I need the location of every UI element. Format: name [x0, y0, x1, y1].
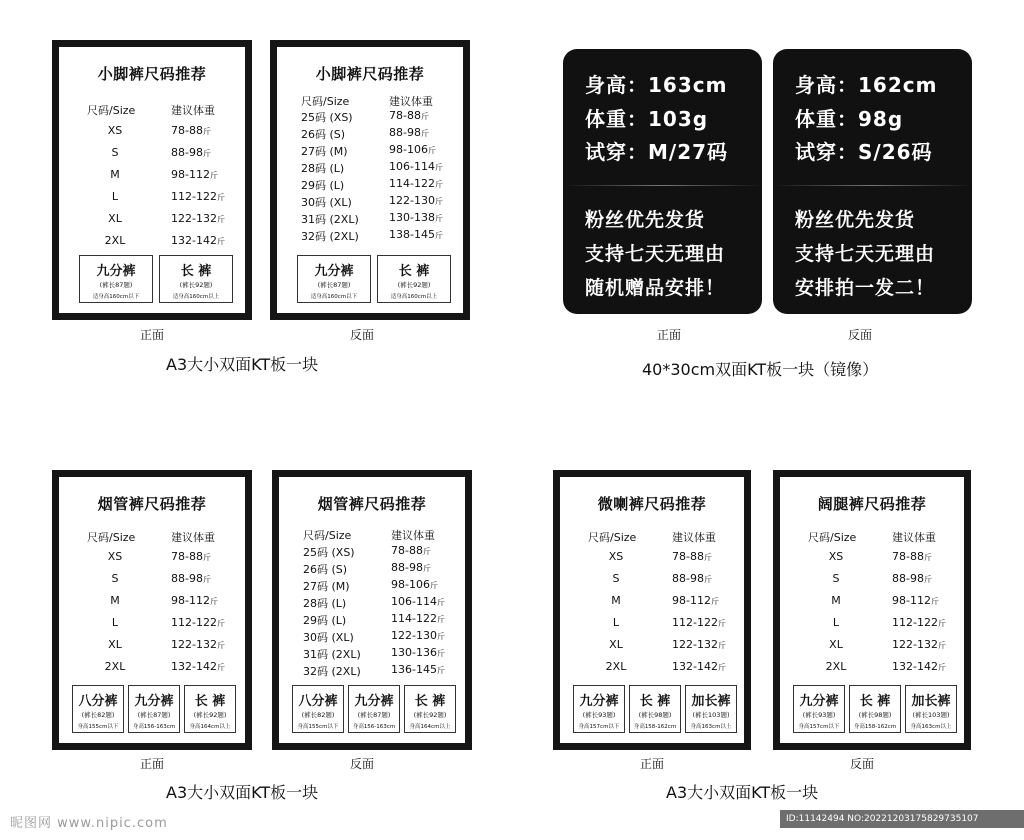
weight-cell: 98-112斤	[892, 594, 939, 607]
size-board-yanguan-front	[52, 470, 252, 750]
promo-line: 粉丝优先发货	[795, 209, 916, 231]
weight-cell: 138-145斤	[389, 228, 443, 241]
weight-cell: 122-130斤	[391, 629, 445, 642]
promo-line: 安排拍一发二！	[795, 277, 936, 299]
board-title: 烟管裤尺码推荐	[97, 495, 207, 513]
size-cell: M	[110, 168, 120, 181]
weight-line: 体重：103g	[585, 107, 709, 131]
length-box: 长 裤 (裤长92题) 适身高160cm以上	[159, 255, 233, 303]
board-title: 阔腿裤尺码推荐	[817, 495, 927, 513]
weight-cell: 112-122斤	[171, 190, 225, 203]
caption-front: 正面	[139, 757, 164, 771]
size-cell: 2XL	[605, 660, 627, 673]
length-box: 九分裤 (裤长93题) 身高157cm以下	[573, 685, 625, 733]
size-board-xiaojiao-front	[52, 40, 252, 320]
weight-cell: 122-132斤	[171, 638, 225, 651]
weight-cell: 88-98斤	[391, 561, 431, 574]
size-cell: 27码 (M)	[303, 580, 350, 593]
weight-header: 建议体重	[672, 531, 716, 544]
length-box: 九分裤 (裤长87题) 适身高160cm以下	[297, 255, 371, 303]
weight-cell: 78-88斤	[892, 550, 932, 563]
watermark: 昵图网 www.nipic.com	[10, 816, 168, 831]
weight-cell: 98-106斤	[389, 143, 436, 156]
length-box: 八分裤 (裤长82题) 身高155cm以下	[72, 685, 124, 733]
promo-line: 粉丝优先发货	[585, 209, 706, 231]
size-cell: 31码 (2XL)	[303, 648, 361, 661]
size-cell: XS	[608, 550, 624, 563]
size-cell: 2XL	[104, 234, 126, 247]
size-cell: 28码 (L)	[303, 597, 347, 610]
size-cell: S	[612, 572, 620, 585]
caption-front: 正面	[639, 757, 664, 771]
board-title: 小脚裤尺码推荐	[97, 65, 207, 83]
promo-line: 支持七天无理由	[795, 243, 936, 265]
dark-board-right	[773, 49, 972, 314]
length-box: 九分裤 (裤长93题) 身高157cm以下	[793, 685, 845, 733]
weight-cell: 114-122斤	[389, 177, 443, 190]
size-cell: 2XL	[825, 660, 847, 673]
length-box: 九分裤 (裤长87题) 身高156-163cm	[128, 685, 180, 733]
caption-front: 正面	[139, 328, 164, 342]
weight-cell: 132-142斤	[171, 660, 225, 673]
tryon-line: 试穿：S/26码	[795, 140, 933, 164]
caption-back: 反面	[349, 328, 374, 342]
weight-cell: 106-114斤	[391, 595, 445, 608]
size-cell: 30码 (XL)	[303, 631, 354, 644]
weight-cell: 136-145斤	[391, 663, 445, 676]
size-cell: 25码 (XS)	[303, 546, 355, 559]
id-bar: ID:11142494 NO:20221203175829735107	[780, 810, 1024, 828]
weight-header: 建议体重	[171, 104, 215, 117]
weight-cell: 122-132斤	[892, 638, 946, 651]
divider	[563, 185, 762, 186]
weight-cell: 88-98斤	[171, 572, 211, 585]
size-cell: 30码 (XL)	[301, 196, 352, 209]
weight-cell: 114-122斤	[391, 612, 445, 625]
length-box: 长 裤 (裤长92题) 身高164cm以上	[404, 685, 456, 733]
size-cell: 27码 (M)	[301, 145, 348, 158]
divider	[773, 185, 972, 186]
size-board-kuotui	[773, 470, 971, 750]
length-box: 加长裤 (裤长103题) 身高163cm以上	[685, 685, 737, 733]
size-cell: S	[832, 572, 840, 585]
board-title: 烟管裤尺码推荐	[317, 495, 427, 513]
size-header: 尺码/Size	[301, 95, 350, 108]
size-cell: 29码 (L)	[301, 179, 345, 192]
size-cell: 26码 (S)	[301, 128, 346, 141]
caption-front: 正面	[656, 328, 681, 342]
weight-cell: 98-112斤	[171, 168, 218, 181]
size-cell: XL	[609, 638, 623, 651]
weight-header: 建议体重	[391, 529, 435, 542]
size-cell: M	[611, 594, 621, 607]
size-board-yanguan-back	[272, 470, 472, 750]
size-cell: M	[110, 594, 120, 607]
size-header: 尺码/Size	[808, 531, 857, 544]
length-box: 长 裤 (裤长98题) 身高158-162cm	[849, 685, 901, 733]
size-board-xiaojiao-back	[270, 40, 470, 320]
caption-back: 反面	[349, 757, 374, 771]
size-header: 尺码/Size	[87, 531, 136, 544]
weight-cell: 78-88斤	[391, 544, 431, 557]
size-cell: 29码 (L)	[303, 614, 347, 627]
promo-line: 随机赠品安排！	[585, 277, 726, 299]
size-cell: M	[831, 594, 841, 607]
weight-cell: 98-112斤	[672, 594, 719, 607]
weight-cell: 78-88斤	[672, 550, 712, 563]
dark-board-left	[563, 49, 762, 314]
height-line: 身高：163cm	[585, 73, 728, 97]
size-cell: 31码 (2XL)	[301, 213, 359, 226]
size-header: 尺码/Size	[303, 529, 352, 542]
size-cell: L	[832, 616, 840, 629]
caption-a3: A3大小双面KT板一块	[666, 783, 819, 802]
height-line: 身高：162cm	[795, 73, 938, 97]
length-box: 八分裤 (裤长82题) 身高155cm以下	[292, 685, 344, 733]
length-box: 长 裤 (裤长92题) 适身高160cm以上	[377, 255, 451, 303]
length-box: 长 裤 (裤长92题) 身高164cm以上	[184, 685, 236, 733]
weight-cell: 132-142斤	[171, 234, 225, 247]
size-header: 尺码/Size	[87, 104, 136, 117]
weight-line: 体重：98g	[795, 107, 904, 131]
weight-cell: 88-98斤	[672, 572, 712, 585]
weight-cell: 130-136斤	[391, 646, 445, 659]
size-board-weila	[553, 470, 751, 750]
length-box: 长 裤 (裤长98题) 身高158-162cm	[629, 685, 681, 733]
weight-cell: 78-88斤	[171, 550, 211, 563]
caption-back: 反面	[847, 328, 872, 342]
weight-cell: 132-142斤	[892, 660, 946, 673]
tryon-line: 试穿：M/27码	[585, 140, 729, 164]
weight-cell: 122-132斤	[171, 212, 225, 225]
weight-header: 建议体重	[389, 95, 433, 108]
size-header: 尺码/Size	[588, 531, 637, 544]
weight-header: 建议体重	[171, 531, 215, 544]
weight-cell: 88-98斤	[389, 126, 429, 139]
weight-cell: 78-88斤	[389, 109, 429, 122]
size-cell: L	[612, 616, 620, 629]
size-cell: 32码 (2XL)	[303, 665, 361, 678]
board-title: 微喇裤尺码推荐	[597, 495, 707, 513]
size-cell: 2XL	[104, 660, 126, 673]
caption-back: 反面	[849, 757, 874, 771]
caption-a3: A3大小双面KT板一块	[166, 355, 319, 374]
weight-cell: 132-142斤	[672, 660, 726, 673]
weight-cell: 98-106斤	[391, 578, 438, 591]
length-box: 九分裤 (裤长87题) 身高156-163cm	[348, 685, 400, 733]
size-cell: L	[111, 616, 119, 629]
caption-40x30: 40*30cm双面KT板一块（镜像）	[642, 360, 879, 379]
weight-cell: 88-98斤	[892, 572, 932, 585]
size-cell: XL	[829, 638, 843, 651]
size-cell: XS	[107, 124, 123, 137]
weight-header: 建议体重	[892, 531, 936, 544]
weight-cell: 112-122斤	[892, 616, 946, 629]
size-cell: 28码 (L)	[301, 162, 345, 175]
promo-line: 支持七天无理由	[585, 243, 726, 265]
board-title: 小脚裤尺码推荐	[315, 65, 425, 83]
size-cell: XL	[108, 212, 122, 225]
caption-a3: A3大小双面KT板一块	[166, 783, 319, 802]
weight-cell: 78-88斤	[171, 124, 211, 137]
size-cell: 26码 (S)	[303, 563, 348, 576]
weight-cell: 112-122斤	[171, 616, 225, 629]
weight-cell: 106-114斤	[389, 160, 443, 173]
weight-cell: 98-112斤	[171, 594, 218, 607]
size-cell: S	[111, 572, 119, 585]
length-box: 九分裤 (裤长87题) 适身高160cm以下	[79, 255, 153, 303]
size-cell: XS	[828, 550, 844, 563]
weight-cell: 122-130斤	[389, 194, 443, 207]
size-cell: XL	[108, 638, 122, 651]
size-cell: 25码 (XS)	[301, 111, 353, 124]
length-box: 加长裤 (裤长103题) 身高163cm以上	[905, 685, 957, 733]
weight-cell: 88-98斤	[171, 146, 211, 159]
weight-cell: 122-132斤	[672, 638, 726, 651]
weight-cell: 112-122斤	[672, 616, 726, 629]
weight-cell: 130-138斤	[389, 211, 443, 224]
size-cell: L	[111, 190, 119, 203]
size-cell: 32码 (2XL)	[301, 230, 359, 243]
size-cell: XS	[107, 550, 123, 563]
size-cell: S	[111, 146, 119, 159]
